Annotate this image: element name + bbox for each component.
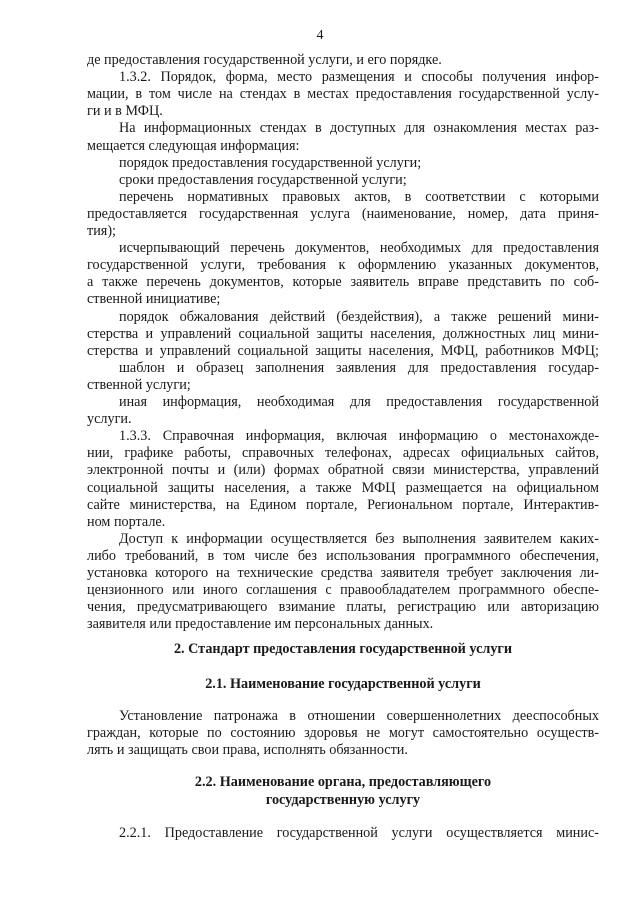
text-line: Доступ к информации осуществляется без выполнения заявителем каких- — [119, 530, 599, 547]
text-line: государственной услуги, требования к оформлению указанных документов, — [87, 257, 599, 274]
text-line: перечень нормативных правовых актов, в соответствии с которыми — [119, 188, 599, 205]
text-line: де предоставления государственной услуги, и его порядке. — [87, 52, 442, 68]
text-line: мещается следующая информация: — [87, 137, 300, 154]
text-line: цензионного или иного соглашения с правообладателем программного обеспе- — [87, 582, 599, 599]
text-line: 1.3.2. Порядок, форма, место размещения и способы получения инфор- — [119, 69, 599, 86]
subsection-heading: 2.2. Наименование органа, предоставляющего — [194, 774, 492, 790]
text-line: нии, графике работы, справочных телефонах, адресах официальных сайтов, — [87, 445, 599, 462]
page-number: 4 — [316, 28, 324, 43]
text-line: стерства и управлений социальной защиты населения, должностных лиц мини- — [87, 325, 599, 342]
text-line: ги и в МФЦ. — [87, 103, 163, 120]
subsection-heading: государственную услугу — [265, 792, 421, 808]
text-line: ственной услуги; — [87, 376, 191, 393]
text-line: а также перечень документов, которые заявитель вправе представить по соб- — [87, 274, 599, 291]
text-line: электронной почты и (или) формах обратной связи министерства, управлений — [87, 462, 599, 479]
text-line: иная информация, необходимая для предоставления государственной — [119, 394, 599, 410]
text-line: сайте министерства, на Едином портале, Региональном портале, Интерактив- — [87, 496, 599, 513]
text-line: граждан, которые по состоянию здоровья не могут самостоятельно осуществ- — [87, 725, 599, 741]
text-line: предоставляется государственная услуга (наименование, номер, дата приня- — [87, 205, 599, 222]
section-heading: 2. Стандарт предоставления государственной услуги — [173, 641, 513, 657]
text-line: заявителя или предоставление им персональных данных. — [87, 616, 434, 633]
text-line: услуги. — [87, 411, 132, 428]
text-line: порядок обжалования действий (бездействия), а также решений мини- — [119, 308, 599, 325]
text-line: На информационных стендах в доступных для ознакомления местах раз- — [119, 120, 599, 137]
text-line: Установление патронажа в отношении совершеннолетних дееспособных — [119, 708, 599, 724]
text-line: социальной защиты населения, а также МФЦ размещается на официальном — [87, 479, 599, 496]
text-line: чения, предусматривающего взимание платы, регистрацию или авторизацию — [87, 599, 599, 616]
text-line: лять и защищать свои права, исполнять обязанности. — [87, 742, 408, 758]
text-line: исчерпывающий перечень документов, необходимых для предоставления — [119, 240, 599, 257]
text-line: стерства и управлений социальной защиты населения, МФЦ, работников МФЦ; — [87, 342, 599, 359]
text-line: сроки предоставления государственной услуги; — [119, 171, 407, 188]
text-line: либо требований, в том числе без использования программного обеспечения, — [87, 547, 599, 564]
text-line: шаблон и образец заполнения заявления для предоставления государ- — [119, 359, 599, 376]
text-line: установка которого на технические средства заявителя требует заключения ли- — [87, 565, 599, 581]
text-line: ном портале. — [87, 513, 166, 530]
text-line: мации, в том числе на стендах в местах предоставления государственной услу- — [87, 86, 599, 103]
text-line: 2.2.1. Предоставление государственной услуги осуществляется минис- — [119, 825, 599, 841]
text-line: ственной инициативе; — [87, 291, 221, 308]
subsection-heading: 2.1. Наименование государственной услуги — [205, 676, 481, 692]
text-line: порядок предоставления государственной услуги; — [119, 154, 422, 171]
text-line: 1.3.3. Справочная информация, включая информацию о местонахожде- — [119, 428, 599, 445]
text-line: тия); — [87, 223, 116, 239]
